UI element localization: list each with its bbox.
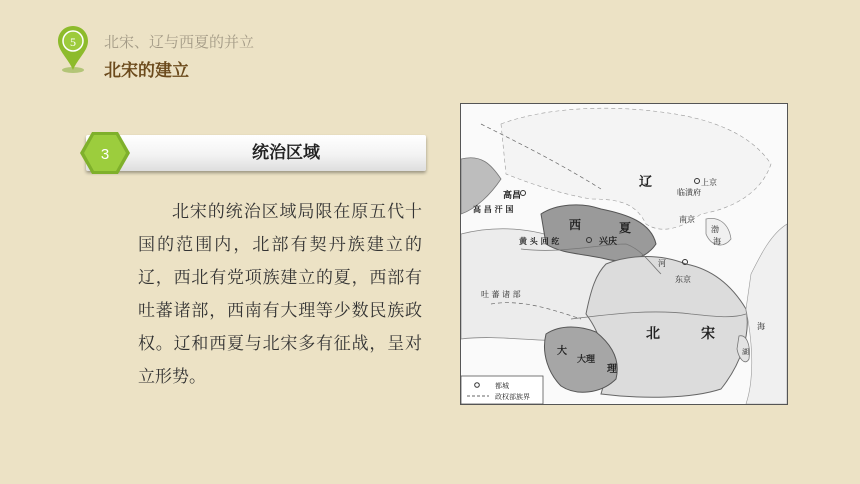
page-title: 北宋的建立: [104, 61, 189, 81]
label-da: 大: [557, 346, 567, 357]
label-tubo: 吐 蕃 诸 部: [481, 290, 521, 299]
label-taiwan: 湖: [742, 348, 749, 356]
label-bei: 北: [646, 326, 660, 342]
section-header: [86, 135, 426, 171]
chapter-number: 5: [70, 35, 76, 49]
label-linhuangfu: 临潢府: [677, 188, 701, 197]
label-li: 理: [607, 364, 617, 375]
historical-map: [460, 103, 788, 405]
label-song: 宋: [701, 326, 715, 342]
chapter-subtitle: 北宋、辽与西夏的并立: [104, 33, 255, 51]
label-xingqing: 兴庆: [599, 237, 618, 247]
label-shangjing: 上京: [701, 178, 717, 187]
label-liao: 辽: [639, 175, 653, 190]
label-nanjing: 南京: [679, 215, 695, 224]
chapter-pin-icon: [56, 24, 90, 74]
legend-capital: 都城: [495, 382, 509, 390]
label-gaochang-huihu: 高 昌 汗 国: [473, 205, 514, 214]
legend-boundary: 政权部族界: [495, 393, 530, 401]
section-label: 统治区域: [252, 143, 320, 163]
section-number-badge: [80, 130, 130, 176]
label-huangtou: 黄 头 回 纥: [519, 237, 560, 246]
label-xi: 西: [569, 218, 582, 232]
label-xia: 夏: [619, 221, 632, 235]
label-gaochang: 高昌: [503, 191, 522, 201]
body-paragraph: 北宋的统治区域局限在原五代十国的范围内，北部有契丹族建立的辽，西北有党项族建立的夏，西部有吐蕃诸部，西南有大理等少数民族政权。辽和西夏与北宋多有征战，呈对立形势。: [138, 202, 422, 387]
label-dongjing: 东京: [675, 275, 691, 284]
label-east-sea: 海: [757, 322, 765, 331]
label-he: 河: [658, 259, 666, 268]
section-number: 3: [100, 146, 110, 163]
label-dali: 大理: [577, 355, 596, 365]
label-hai: 海: [713, 237, 721, 246]
label-bohai: 渤: [711, 225, 719, 234]
